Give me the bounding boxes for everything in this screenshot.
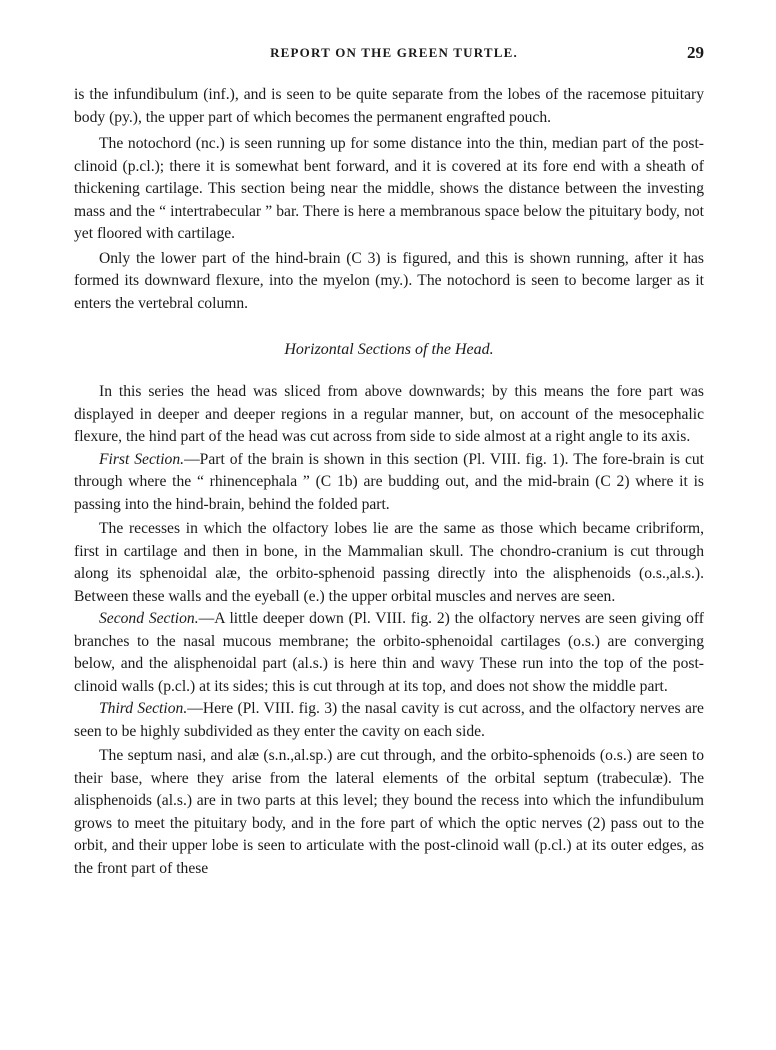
- paragraph-series-intro: In this series the head was sliced from above downwards; by this means the fore part was displayed in deeper and deeper regions in a regular manner, but, on account of the mesocephalic flexure, the hind part of the head was cut across from side to side almost at a right angle to its axis.: [74, 383, 704, 445]
- paragraph-notochord: The notochord (nc.) is seen running up for some distance into the thin, median part of the post-clinoid (p.cl.); there it is somewhat bent forward, and it is covered at its fore end with a sheath of thickening cartilage. This section being near the middle, shows the distance between the investing mass and the “ intertrabecular ” bar. There is here a membranous space below the pituitary body, not yet floored with cartilage.: [74, 135, 704, 242]
- running-header: [74, 40, 704, 66]
- running-title: REPORT ON THE GREEN TURTLE.: [270, 45, 518, 60]
- second-section-text: —A little deeper down (Pl. VIII. fig. 2) the olfactory nerves are seen giving off branches to the nasal mucous membrane; the orbito-sphenoidal cartilages (o.s.) are converging below, and the alisphenoidal part (al.s.) is here thin and wavy These run into the top of the post-clinoid walls (p.cl.) at its sides; this is cut through at its top, and does not show the middle part.: [74, 610, 704, 695]
- second-section-label: Second Section.: [99, 610, 199, 627]
- first-section-label: First Section.: [99, 450, 185, 468]
- paragraph-recesses: The recesses in which the olfactory lobes lie are the same as those which became cribriform, first in cartilage and then in bone, in the Mammalian skull. The chondro-cranium is cut through along its sphenoidal alæ, the orbito-sphenoid passing directly into the alisphenoids (o.s.,al.s.). Between these walls and the eyeball (e.) the upper orbital muscles and nerves are seen.: [74, 520, 704, 605]
- body-text: [74, 84, 704, 880]
- paragraph-first-section: [74, 449, 704, 517]
- third-section-text: —Here (Pl. VIII. fig. 3) the nasal cavity is cut across, and the olfactory nerves are seen to be highly subdivided as they enter the cavity on each side.: [74, 700, 704, 740]
- paragraph-second-section: [74, 608, 704, 698]
- page: [74, 40, 704, 880]
- section-heading: Horizontal Sections of the Head.: [284, 341, 494, 358]
- paragraph-hind-brain: Only the lower part of the hind-brain (C 3) is figured, and this is shown running, after it has formed its downward flexure, into the myelon (my.). The notochord is seen to become larger as it enters the vertebral column.: [74, 249, 704, 312]
- paragraph-septum-nasi: The septum nasi, and alæ (s.n.,al.sp.) are cut through, and the orbito-sphenoids (o.s.) are seen to their base, where they arise from the lateral elements of the orbital septum (trabeculæ). The alisphenoids (al.s.) are in two parts at this level; they bound the recess into which the infundibulum grows to meet the pituitary body, and in the fore part of which the optic nerves (2) pass out to the orbit, and their upper lobe is seen to articulate with the post-clinoid wall (p.cl.) at its outer edges, as the front part of these: [74, 747, 704, 877]
- paragraph-third-section: [74, 698, 704, 743]
- first-section-text: —Part of the brain is shown in this section (Pl. VIII. fig. 1). The fore-brain is cut through where the “ rhinencephala ” (C 1b) are budding out, and the mid-brain (C 2) where it is passing into the hind-brain, behind the folded part.: [74, 450, 705, 513]
- paragraph-continuation: is the infundibulum (inf.), and is seen to be quite separate from the lobes of the racemose pituitary body (py.), the upper part of which becomes the permanent engrafted pouch.: [74, 86, 704, 126]
- third-section-label: Third Section.: [99, 700, 188, 717]
- page-number: 29: [687, 43, 704, 62]
